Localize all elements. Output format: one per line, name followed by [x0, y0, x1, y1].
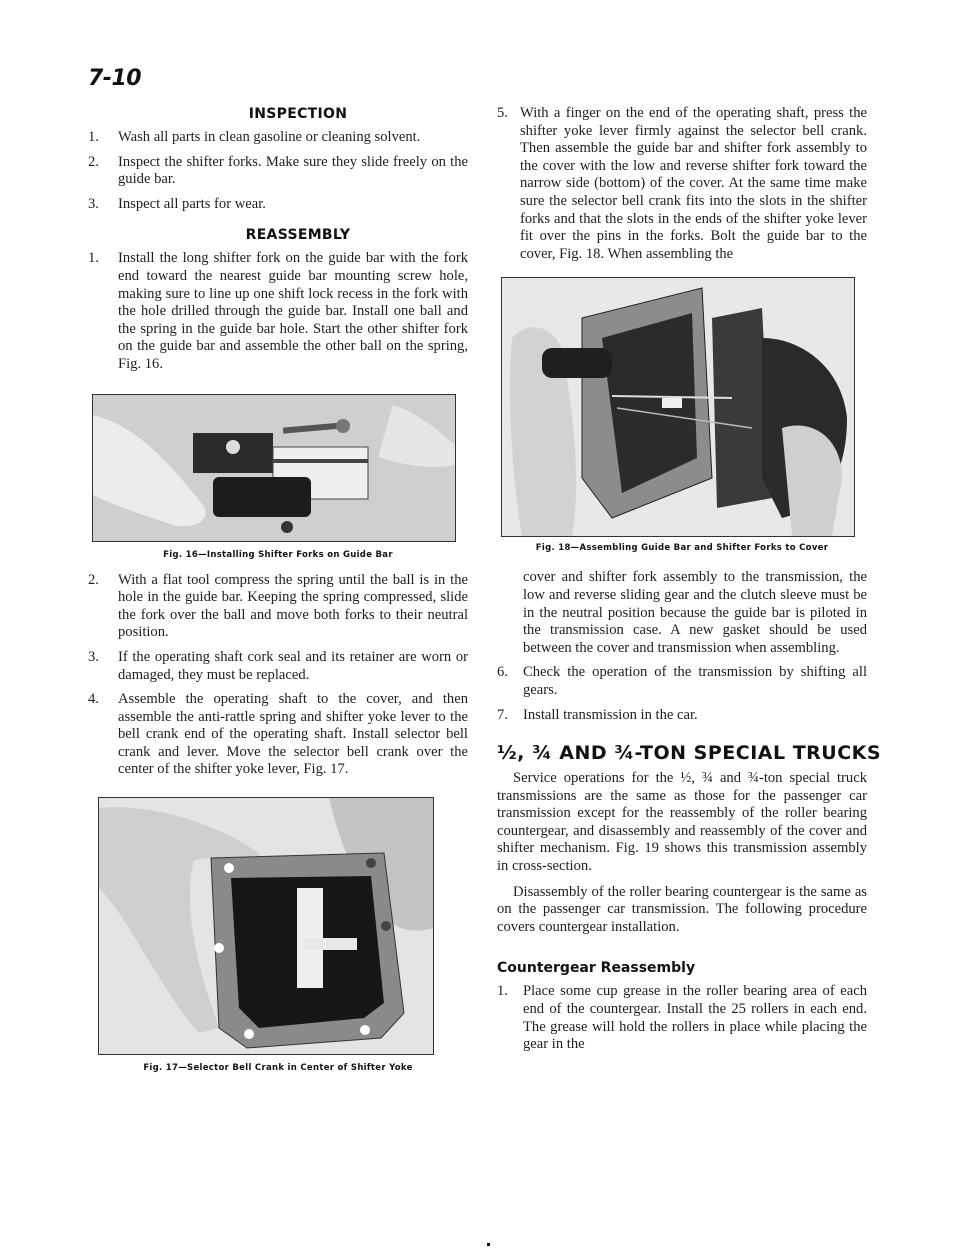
list-item [88, 129, 468, 147]
list-item [88, 572, 468, 642]
step-number: 3. [88, 195, 99, 212]
step-number: 5. [497, 105, 508, 121]
step-number: 2. [88, 153, 99, 170]
step-text: Install the long shifter fork on the guide bar with the fork end toward the nearest guide bar mounting screw hole, making sure to line up one shift lock recess in the fork with the hole drilled through the guide bar. Install one ball and the spring in the guide bar hole. Start the other shifter fork on the guide bar and assemble the other ball on the spring, Fig. 16. [118, 250, 468, 372]
page-mark [487, 1243, 490, 1246]
reassembly-steps-continued [88, 572, 468, 780]
shifter-forks-photo-illustration [93, 395, 455, 541]
reassembly-steps [88, 250, 468, 373]
list-item [497, 707, 867, 725]
step-text: If the operating shaft cork seal and its retainer are worn or damaged, they must be replaced. [118, 648, 468, 683]
trucks-paragraph: Disassembly of the roller bearing countergear is the same as on the passenger car transmission. The following procedure covers countergear installation. [497, 883, 867, 935]
step-number: 1. [88, 250, 99, 267]
figure-17-photo [98, 797, 434, 1055]
step-number: 7. [497, 706, 508, 723]
list-item [88, 691, 468, 779]
inspection-steps [88, 129, 468, 213]
step-text: With a flat tool compress the spring until the ball is in the hole in the guide bar. Keeping the spring compressed, slide the fork over the ball and move both forks to their neutral position. [118, 571, 468, 641]
page-number: 7-10 [88, 66, 142, 91]
step-text: Inspect the shifter forks. Make sure they slide freely on the guide bar. [118, 153, 468, 188]
figure-17 [88, 797, 468, 1073]
list-item [88, 250, 468, 373]
step-5-continued: cover and shifter fork assembly to the transmission, the low and reverse sliding gear and the clutch sleeve must be in the neutral position because the guide bar is piloted in the transmission case. A new gasket should be used between the cover and transmission when assembling. [523, 569, 867, 656]
bell-crank-photo-illustration [99, 798, 433, 1054]
list-item [497, 664, 867, 699]
list-item [497, 105, 867, 263]
figure-18 [497, 277, 867, 553]
list-item [88, 649, 468, 684]
step-number: 4. [88, 691, 99, 708]
step-text: Inspect all parts for wear. [118, 195, 266, 212]
step-number: 1. [497, 983, 508, 1000]
step-text: Assemble the operating shaft to the cover, and then assemble the anti-rattle spring and shifter yoke lever to the bell crank end of the operating shaft. Install selector bell crank and lever. Move the selector bell crank over the center of the shifter yoke lever, Fig. 17. [118, 691, 468, 778]
trucks-paragraph: Service operations for the ½, ¾ and ¾-ton special truck transmissions are the same as those for the passenger car transmission except for the reassembly of the roller bearing countergear, and disassembly and reassembly of the cover and shifter mechanism. Fig. 19 shows this transmission assembly in cross-section. [497, 770, 867, 875]
step-number: 3. [88, 648, 99, 665]
figure-18-photo [501, 277, 855, 537]
step-number: 6. [497, 664, 508, 681]
list-item [497, 983, 867, 1053]
countergear-heading: Countergear Reassembly [497, 960, 696, 977]
step-text: Install transmission in the car. [523, 706, 698, 723]
figure-18-caption: Fig. 18—Assembling Guide Bar and Shifter Forks to Cover [535, 543, 829, 554]
trucks-section-heading: ½, ¾ AND ¾-TON SPECIAL TRUCKS [497, 742, 882, 765]
step-number: 2. [88, 571, 99, 588]
right-column [497, 104, 882, 1054]
figure-16-caption: Fig. 16—Installing Shifter Forks on Guide Bar [163, 549, 393, 560]
step-text: Place some cup grease in the roller bearing area of each end of the countergear. Install the 25 rollers in each end. The grease will hold the rollers in place while placing the gear in the [523, 983, 867, 1053]
step-text: Wash all parts in clean gasoline or cleaning solvent. [118, 129, 421, 145]
inspection-heading: INSPECTION [248, 106, 348, 122]
figure-17-caption: Fig. 17—Selector Bell Crank in Center of Shifter Yoke [143, 1063, 413, 1074]
list-item [88, 154, 468, 189]
reassembly-steps-right [497, 105, 867, 263]
step-text: With a finger on the end of the operating shaft, press the shifter yoke lever firmly against the selector bell crank. Then assemble the guide bar and shifter fork assembly to the cover with the low and reverse shifter fork toward the narrow side (bottom) of the cover. At the same time make sure the selector bell crank fits into the slots in the shifter forks and that the slots in the ends of the shifter yoke lever fit over the pins in the forks. Bolt the guide bar to the cover, Fig. 18. When assembling the [520, 105, 867, 262]
step-number: 1. [88, 129, 99, 145]
reassembly-steps-final [497, 664, 867, 724]
list-item [88, 196, 468, 214]
countergear-steps [497, 983, 867, 1053]
figure-16 [88, 394, 468, 560]
left-column [88, 104, 468, 1073]
guide-bar-photo-illustration [502, 278, 854, 536]
figure-16-photo [92, 394, 456, 542]
reassembly-heading: REASSEMBLY [245, 227, 351, 244]
step-text: Check the operation of the transmission by shifting all gears. [523, 664, 867, 698]
